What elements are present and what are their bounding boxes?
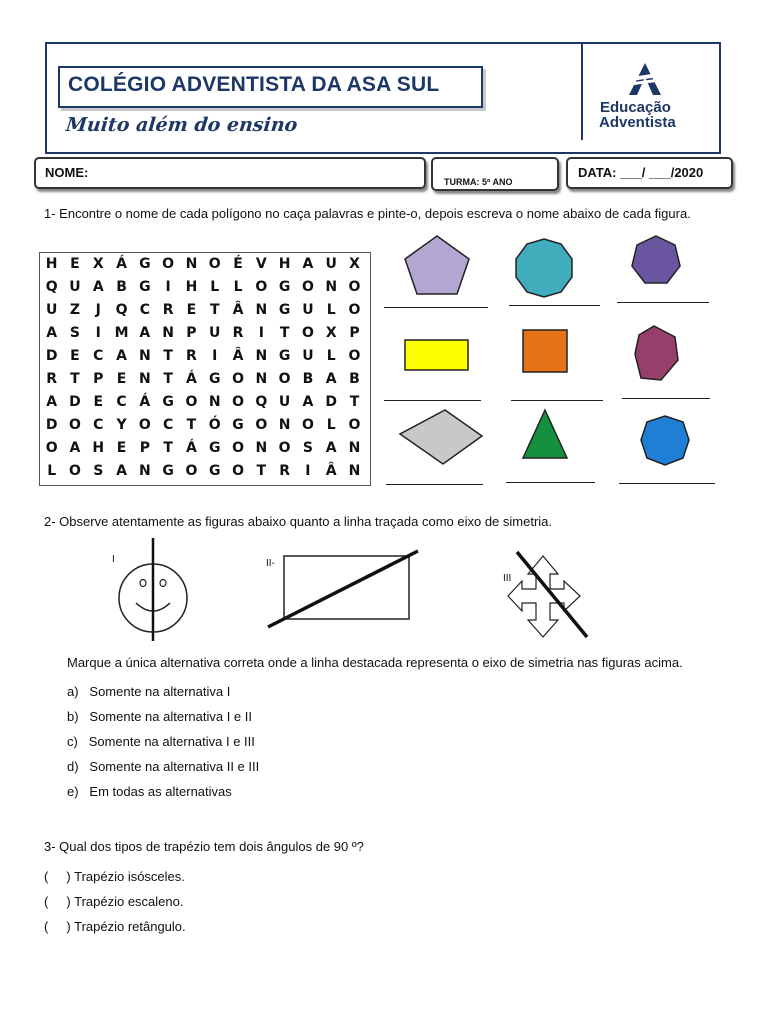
option-scalene[interactable] [44, 894, 183, 909]
grid-letter[interactable]: O [208, 256, 221, 272]
grid-letter[interactable]: N [185, 256, 198, 272]
option-text: Trapézio isósceles. [74, 869, 185, 884]
octagon-shape[interactable] [641, 416, 689, 465]
grid-letter[interactable]: X [349, 256, 360, 272]
option-e[interactable] [67, 784, 232, 799]
grid-letter[interactable]: C [93, 348, 104, 364]
grid-letter[interactable]: R [162, 302, 174, 318]
grid-letter[interactable]: O [45, 440, 58, 456]
grid-letter[interactable]: E [186, 302, 197, 318]
grid-letter[interactable]: P [93, 371, 104, 387]
answer-line[interactable] [384, 400, 481, 401]
grid-letter[interactable]: D [325, 394, 338, 410]
name-field[interactable] [34, 157, 426, 189]
grid-letter[interactable]: A [92, 279, 104, 295]
grid-letter[interactable]: Z [69, 302, 81, 318]
grid-letter[interactable]: Ó [208, 417, 221, 433]
grid-letter[interactable]: T [279, 325, 290, 341]
rhombus-shape[interactable] [400, 410, 482, 464]
grid-letter[interactable]: O [185, 463, 198, 479]
square-shape[interactable] [523, 330, 567, 372]
checkbox-parentheses[interactable]: ( ) [44, 919, 71, 934]
checkbox-parentheses[interactable]: ( ) [44, 869, 71, 884]
grid-letter[interactable]: A [46, 394, 58, 410]
grid-row [40, 368, 370, 391]
grid-letter[interactable]: U [45, 302, 58, 318]
grid-letter[interactable]: O [278, 371, 291, 387]
grid-letter[interactable]: N [255, 371, 268, 387]
grid-letter[interactable]: H [92, 440, 105, 456]
grid-letter[interactable]: Â [232, 348, 244, 364]
grid-letter[interactable]: É [233, 256, 243, 272]
word-search-grid[interactable] [39, 252, 371, 486]
grid-letter[interactable]: T [256, 463, 267, 479]
grid-letter[interactable]: G [208, 371, 221, 387]
grid-letter[interactable]: S [93, 463, 104, 479]
grid-letter[interactable]: C [139, 302, 150, 318]
option-text: Somente na alternativa I e III [88, 734, 255, 749]
grid-letter[interactable]: R [46, 371, 58, 387]
grid-letter[interactable]: B [116, 279, 127, 295]
grid-letter[interactable]: O [255, 417, 268, 433]
option-letter: e) [67, 784, 79, 799]
option-letter: a) [67, 684, 79, 699]
grid-letter[interactable]: Q [45, 279, 58, 295]
grid-letter[interactable]: E [93, 394, 104, 410]
option-text: Trapézio escaleno. [74, 894, 184, 909]
grid-letter[interactable]: I [212, 348, 218, 364]
grid-row [40, 299, 370, 322]
option-letter: c) [67, 734, 78, 749]
grid-letter[interactable]: I [258, 325, 264, 341]
grid-letter[interactable]: U [278, 394, 291, 410]
grid-letter[interactable]: N [208, 394, 221, 410]
figure-label-2: II- [266, 558, 275, 569]
option-right[interactable] [44, 919, 186, 934]
grid-letter[interactable]: T [163, 348, 173, 364]
grid-letter[interactable]: Á [186, 371, 197, 387]
grid-letter[interactable]: A [139, 325, 151, 341]
grid-letter[interactable]: G [162, 394, 174, 410]
grid-letter[interactable]: N [348, 463, 361, 479]
option-c[interactable] [67, 734, 255, 749]
school-name: COLÉGIO ADVENTISTA DA ASA SUL [68, 73, 440, 96]
grid-letter[interactable]: N [278, 417, 291, 433]
grid-row [40, 345, 370, 368]
grid-letter[interactable]: Á [186, 440, 197, 456]
grid-letter[interactable]: N [255, 348, 268, 364]
grid-letter[interactable]: T [163, 371, 173, 387]
grid-letter[interactable]: S [69, 325, 80, 341]
grid-letter[interactable]: P [139, 440, 150, 456]
option-letter: b) [67, 709, 79, 724]
grid-letter[interactable]: T [163, 440, 173, 456]
grid-letter[interactable]: G [278, 302, 291, 318]
answer-line[interactable] [506, 482, 595, 483]
grid-letter[interactable]: T [70, 371, 80, 387]
option-d[interactable] [67, 759, 259, 774]
grid-letter[interactable]: N [348, 440, 361, 456]
grid-letter[interactable]: A [116, 348, 127, 364]
grid-letter[interactable]: G [278, 279, 291, 295]
answer-line[interactable] [509, 305, 600, 306]
grid-letter[interactable]: A [46, 325, 58, 341]
grid-letter[interactable]: Á [139, 394, 151, 410]
grid-letter[interactable]: E [116, 371, 127, 387]
answer-line[interactable] [511, 400, 603, 401]
grid-letter[interactable]: L [210, 279, 220, 295]
grid-letter[interactable]: U [302, 348, 314, 364]
grid-letter[interactable]: O [301, 325, 314, 341]
option-b[interactable] [67, 709, 252, 724]
grid-letter[interactable]: Q [115, 302, 128, 318]
grid-letter[interactable]: P [349, 325, 360, 341]
hexagon-shape[interactable] [635, 326, 678, 380]
grid-letter[interactable]: N [325, 279, 338, 295]
grid-letter[interactable]: S [302, 440, 313, 456]
grid-row [40, 253, 370, 276]
grid-letter[interactable]: H [278, 256, 291, 272]
grid-letter[interactable]: Â [325, 463, 337, 479]
grid-letter[interactable]: G [162, 463, 174, 479]
grid-letter[interactable]: U [325, 256, 337, 272]
grid-letter[interactable]: O [232, 371, 244, 387]
heptagon-shape[interactable] [632, 236, 680, 283]
grid-letter[interactable]: P [186, 325, 197, 341]
grid-letter[interactable]: Q [255, 394, 268, 410]
question-2-prompt: Marque a única alternativa correta onde a linha destacada representa o eixo de simetria nas figuras acima. [67, 655, 683, 670]
grid-letter[interactable]: G [208, 463, 221, 479]
grid-row [40, 437, 370, 460]
grid-letter[interactable]: G [232, 417, 244, 433]
grid-letter[interactable]: T [349, 394, 360, 410]
grid-letter[interactable]: O [301, 417, 314, 433]
grid-letter[interactable]: Â [232, 302, 244, 318]
grid-letter[interactable]: N [138, 463, 151, 479]
grid-letter[interactable]: A [325, 440, 337, 456]
grid-letter[interactable]: M [114, 325, 129, 341]
grid-letter[interactable]: U [69, 279, 81, 295]
grid-letter[interactable]: L [233, 279, 243, 295]
grid-letter[interactable]: A [302, 394, 314, 410]
grid-letter[interactable]: A [325, 371, 337, 387]
grid-letter[interactable]: D [45, 417, 58, 433]
grid-letter[interactable]: A [69, 440, 81, 456]
rectangle-figure [268, 551, 418, 627]
pentagon-shape[interactable] [405, 236, 469, 294]
grid-row [40, 414, 370, 437]
grid-letter[interactable]: O [348, 417, 361, 433]
grid-letter[interactable]: C [93, 417, 104, 433]
option-text: Em todas as alternativas [89, 784, 232, 799]
question-3-text: 3- Qual dos tipos de trapézio tem dois ângulos de 90 º? [44, 839, 364, 854]
grid-letter[interactable]: N [138, 348, 151, 364]
grid-row [40, 276, 370, 299]
grid-letter[interactable]: O [348, 279, 361, 295]
grid-letter[interactable]: O [68, 463, 81, 479]
grid-letter[interactable]: V [255, 256, 267, 272]
checkbox-parentheses[interactable]: ( ) [44, 894, 71, 909]
grid-letter[interactable]: O [232, 440, 244, 456]
logo-text-line1: Educação [600, 99, 671, 116]
grid-letter[interactable]: O [348, 348, 361, 364]
option-text: Trapézio retângulo. [74, 919, 186, 934]
option-a[interactable] [67, 684, 230, 699]
figure-label-3: III [503, 573, 512, 584]
grid-letter[interactable]: T [209, 302, 220, 318]
grid-row [40, 391, 370, 414]
grid-letter[interactable]: L [326, 348, 336, 364]
polygon-figures [395, 228, 735, 498]
grid-letter[interactable]: O [232, 463, 244, 479]
grid-letter[interactable]: J [95, 302, 101, 318]
smiley-face-figure [119, 538, 187, 641]
grid-letter[interactable]: B [349, 371, 360, 387]
grid-letter[interactable]: E [116, 440, 127, 456]
answer-line[interactable] [617, 302, 709, 303]
grid-letter[interactable]: I [165, 279, 171, 295]
name-label: NOME: [45, 165, 89, 180]
grid-letter[interactable]: O [278, 440, 291, 456]
grid-letter[interactable]: E [70, 348, 80, 364]
grid-letter[interactable]: O [232, 394, 244, 410]
grid-letter[interactable]: N [162, 325, 174, 341]
grid-letter[interactable]: D [45, 348, 58, 364]
grid-letter[interactable]: I [95, 325, 101, 341]
grid-letter[interactable]: O [185, 394, 198, 410]
grid-letter[interactable]: O [162, 256, 175, 272]
grid-letter[interactable]: G [208, 440, 221, 456]
grid-letter[interactable]: O [138, 417, 151, 433]
logo-text-line2: Adventista [599, 114, 676, 131]
grid-letter[interactable]: Á [116, 256, 127, 272]
date-label: DATA: ___/ ___/2020 [578, 165, 704, 180]
decagon-shape[interactable] [516, 239, 572, 297]
grid-letter[interactable]: D [69, 394, 81, 410]
grid-letter[interactable]: O [301, 279, 314, 295]
option-text: Somente na alternativa I [89, 684, 231, 699]
grid-letter[interactable]: C [116, 394, 127, 410]
rectangle-shape[interactable] [405, 340, 468, 370]
grid-letter[interactable]: H [45, 256, 58, 272]
class-label: TURMA: 5º ANO [444, 177, 513, 187]
grid-letter[interactable]: C [162, 417, 174, 433]
grid-letter[interactable]: O [255, 279, 268, 295]
grid-letter[interactable]: L [326, 302, 336, 318]
adventist-logo-icon [626, 62, 664, 96]
grid-letter[interactable]: U [209, 325, 221, 341]
grid-letter[interactable]: Y [116, 417, 127, 433]
answer-line[interactable] [619, 483, 715, 484]
option-text: Somente na alternativa II e III [89, 759, 260, 774]
option-isosceles[interactable] [44, 869, 185, 884]
grid-letter[interactable]: R [186, 348, 197, 364]
grid-letter[interactable]: N [255, 440, 268, 456]
symmetry-figures [100, 535, 620, 645]
grid-letter[interactable]: E [70, 256, 80, 272]
answer-line[interactable] [386, 484, 483, 485]
grid-row [40, 460, 370, 483]
grid-letter[interactable]: X [92, 256, 104, 272]
answer-line[interactable] [622, 398, 710, 399]
grid-letter[interactable]: A [302, 256, 314, 272]
grid-letter[interactable]: L [326, 417, 336, 433]
question-1-text: 1- Encontre o nome de cada polígono no caça palavras e pinte-o, depois escreva o nome abaixo de cada figura. [44, 206, 691, 221]
grid-letter[interactable]: H [185, 279, 198, 295]
grid-letter[interactable]: T [186, 417, 197, 433]
grid-letter[interactable]: U [302, 302, 314, 318]
four-arrows-figure [508, 556, 580, 637]
grid-letter[interactable]: A [116, 463, 127, 479]
grid-letter[interactable]: G [278, 348, 291, 364]
grid-letter[interactable]: I [305, 463, 311, 479]
grid-letter[interactable]: G [139, 256, 151, 272]
grid-letter[interactable]: X [325, 325, 337, 341]
option-letter: d) [67, 759, 79, 774]
figure-label-1: I [112, 554, 115, 565]
grid-letter[interactable]: R [232, 325, 244, 341]
slogan: Muito além do ensino [64, 114, 299, 136]
triangle-shape[interactable] [523, 410, 567, 458]
grid-letter[interactable]: L [47, 463, 57, 479]
grid-letter[interactable]: R [279, 463, 290, 479]
answer-line[interactable] [384, 307, 488, 308]
grid-letter[interactable]: O [68, 417, 81, 433]
grid-letter[interactable]: B [302, 371, 314, 387]
grid-letter[interactable]: O [348, 302, 361, 318]
grid-row [40, 322, 370, 345]
grid-letter[interactable]: N [255, 302, 268, 318]
grid-letter[interactable]: G [139, 279, 151, 295]
option-text: Somente na alternativa I e II [89, 709, 253, 724]
grid-letter[interactable]: N [138, 371, 151, 387]
question-2-text: 2- Observe atentamente as figuras abaixo quanto a linha traçada como eixo de simetria. [44, 514, 553, 529]
